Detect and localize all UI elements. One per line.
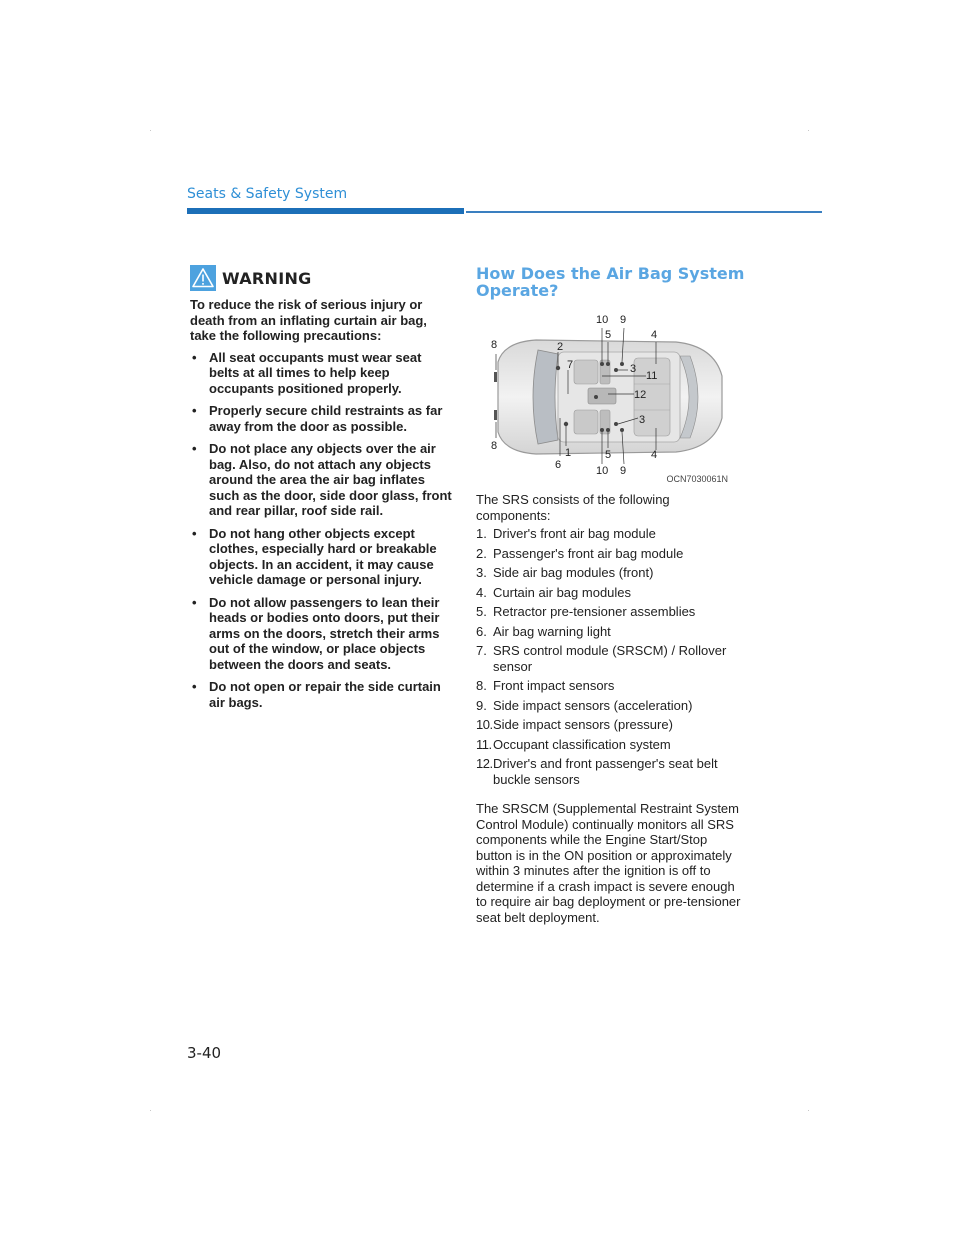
callout-label: 1 bbox=[565, 447, 572, 459]
component-item: 4. Curtain air bag modules bbox=[476, 584, 632, 600]
callout-label: 11 bbox=[646, 370, 658, 382]
header-rule-dark bbox=[187, 208, 464, 214]
callout-label: 3 bbox=[630, 363, 637, 375]
callout-label: 8 bbox=[491, 339, 498, 351]
callout-label: 9 bbox=[620, 314, 627, 326]
callout-label: 3 bbox=[639, 414, 646, 426]
warning-triangle-icon bbox=[190, 265, 216, 291]
component-item: 7. SRS control module (SRSCM) / Rollover sensor bbox=[476, 643, 727, 674]
component-item: 10. Side impact sensors (pressure) bbox=[476, 717, 673, 732]
car-top-view-illustration bbox=[476, 306, 734, 488]
warning-item: • Properly secure child restraints as far away from the door as possible. bbox=[190, 403, 452, 434]
callout-label: 2 bbox=[557, 341, 564, 353]
callout-label: 5 bbox=[605, 449, 612, 461]
airbag-system-figure bbox=[476, 306, 734, 488]
component-item: 2. Passenger's front air bag module bbox=[476, 545, 684, 561]
component-item: 1. Driver's front air bag module bbox=[476, 526, 656, 541]
component-item: 11. Occupant classification system bbox=[476, 736, 671, 752]
warning-title: WARNING bbox=[222, 268, 312, 288]
section-heading: How Does the Air Bag System Operate? bbox=[476, 264, 745, 300]
warning-item: • Do not open or repair the side curtain air bags. bbox=[190, 679, 452, 710]
component-list bbox=[476, 526, 746, 791]
component-item: 3. Side air bag modules (front) bbox=[476, 565, 654, 580]
callout-label: 4 bbox=[651, 329, 658, 341]
component-item: 9. Side impact sensors (acceleration) bbox=[476, 697, 693, 713]
srscm-paragraph: The SRSCM (Supplemental Restraint System Control Module) continually monitors all SRS components while the Engine Start/Stop button is in the ON position or approximately within 3 minutes after the ignition is off to determine if a crash impact is severe enough to require air bag deployment or pre-tensioner seat belt deployment. bbox=[476, 801, 741, 925]
crop-mark bbox=[150, 130, 151, 131]
callout-label: 10 bbox=[596, 314, 609, 326]
callout-label: 4 bbox=[651, 449, 658, 461]
callout-label: 9 bbox=[620, 465, 627, 477]
header-rule-light bbox=[466, 211, 822, 213]
callout-label: 8 bbox=[491, 440, 498, 452]
warning-box bbox=[190, 265, 452, 717]
warning-item: • Do not place any objects over the air bag. Also, do not attach any objects around the area the air bag inflates such as the door, side door glass, front and rear pillar, roof side rail. bbox=[190, 441, 452, 519]
callout-label: 6 bbox=[555, 459, 562, 471]
component-item: 5. Retractor pre-tensioner assemblies bbox=[476, 604, 696, 619]
callout-label: 10 bbox=[596, 465, 609, 477]
srs-intro: The SRS consists of the following components: bbox=[476, 492, 670, 523]
warning-intro: To reduce the risk of serious injury or death from an inflating curtain air bag, take the following precautions: bbox=[190, 297, 427, 343]
warning-item: • Do not allow passengers to lean their heads or bodies onto doors, put their arms on the doors, stretch their arms out of the window, or place objects between the doors and seats. bbox=[190, 595, 452, 673]
warning-item: • Do not hang other objects except clothes, especially hard or breakable objects. In an accident, it may cause vehicle damage or personal injury. bbox=[190, 526, 452, 588]
warning-header bbox=[190, 265, 452, 291]
warning-item: • All seat occupants must wear seat belts at all times to help keep occupants positioned properly. bbox=[190, 350, 452, 397]
component-item: 8. Front impact sensors bbox=[476, 678, 615, 693]
component-item: 6. Air bag warning light bbox=[476, 623, 611, 639]
callout-label: 5 bbox=[605, 329, 612, 341]
callout-label: 12 bbox=[634, 389, 647, 401]
page-number: 3-40 bbox=[187, 1044, 222, 1062]
figure-code: OCN7030061N bbox=[666, 474, 728, 484]
section-title: Seats & Safety System bbox=[187, 186, 348, 202]
callout-label: 7 bbox=[567, 359, 574, 371]
crop-mark bbox=[808, 1110, 809, 1111]
crop-mark bbox=[150, 1110, 151, 1111]
crop-mark bbox=[808, 130, 809, 131]
component-item: 12. Driver's and front passenger's seat belt buckle sensors bbox=[476, 756, 718, 787]
warning-list bbox=[190, 350, 452, 711]
